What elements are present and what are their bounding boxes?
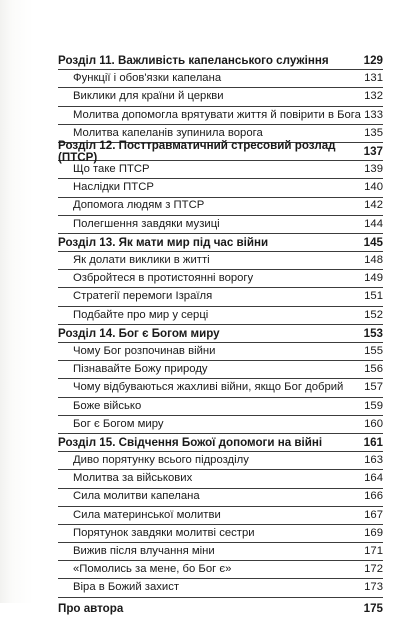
toc-entry[interactable] <box>58 269 383 287</box>
entry-title: Пізнавайте Божу природу <box>73 363 208 376</box>
entry-page: 169 <box>364 526 383 539</box>
toc-entry[interactable] <box>58 542 383 560</box>
entry-page: 135 <box>364 126 383 139</box>
toc-entry[interactable] <box>58 306 383 324</box>
toc-entry[interactable] <box>58 488 383 506</box>
toc-entry[interactable] <box>58 197 383 215</box>
entry-title: Полегшення завдяки музиці <box>73 217 220 230</box>
chapter-11 <box>58 52 383 143</box>
entry-title: Озбройтеся в протистоянні ворогу <box>73 272 254 285</box>
toc-entry[interactable] <box>58 524 383 542</box>
chapter-heading[interactable] <box>58 434 383 451</box>
entry-page: 164 <box>364 472 383 485</box>
entry-page: 132 <box>364 90 383 103</box>
entry-page: 167 <box>364 508 383 521</box>
entry-page: 151 <box>364 290 383 303</box>
entry-title: Вижив після влучання міни <box>73 545 215 557</box>
entry-title: Сила молитви капелана <box>73 490 200 503</box>
entry-page: 142 <box>364 199 383 212</box>
toc-entry[interactable] <box>58 342 383 360</box>
entry-page: 155 <box>364 344 383 357</box>
entry-page: 140 <box>364 181 383 194</box>
entry-title: Чому відбуваються жахливі війни, якщо Бог добрий <box>73 381 344 394</box>
toc-entry[interactable] <box>58 178 383 196</box>
entry-title: Виклики для країни й церкви <box>73 90 224 103</box>
entry-page: 152 <box>364 308 383 321</box>
entry-page: 166 <box>364 490 383 503</box>
entry-title: Чому Бог розпочинав війни <box>73 344 216 357</box>
toc-entry[interactable] <box>58 251 383 269</box>
toc-entry[interactable] <box>58 87 383 105</box>
entry-page: 157 <box>364 381 383 394</box>
entry-page: 163 <box>364 454 383 467</box>
chapter-title: Розділ 14. Бог є Богом миру <box>58 326 220 340</box>
toc-entry[interactable] <box>58 397 383 415</box>
chapter-heading[interactable] <box>58 138 383 164</box>
entry-page: 139 <box>364 163 383 176</box>
entry-page: 133 <box>364 108 383 121</box>
toc-entry[interactable] <box>58 106 383 124</box>
entry-title: Сила материнської молитви <box>73 508 221 521</box>
toc-entry[interactable] <box>58 469 383 487</box>
entry-title: Функції і обов'язки капелана <box>73 72 222 85</box>
entry-title: Бог є Богом миру <box>73 417 164 430</box>
chapter-page: 161 <box>363 435 383 449</box>
entry-page: 173 <box>364 581 383 594</box>
entry-title: «Помолись за мене, бо Бог є» <box>73 563 232 576</box>
chapter-14 <box>58 325 383 434</box>
chapter-13 <box>58 234 383 325</box>
toc-entry[interactable] <box>58 378 383 396</box>
entry-title: Віра в Божий захист <box>73 581 180 594</box>
entry-page: 171 <box>364 545 383 557</box>
chapter-title: Розділ 15. Свідчення Божої допомоги на війні <box>58 435 323 449</box>
entry-page: 148 <box>364 254 383 266</box>
entry-title: Порятунок завдяки молитві сестри <box>73 526 255 539</box>
table-of-contents <box>58 52 383 618</box>
about-author-page: 175 <box>363 602 383 616</box>
entry-title: Диво порятунку всього підрозділу <box>73 454 249 467</box>
entry-title: Наслідки ПТСР <box>73 181 154 194</box>
toc-entry[interactable] <box>58 506 383 524</box>
toc-entry[interactable] <box>58 415 383 433</box>
toc-entry[interactable] <box>58 69 383 87</box>
chapter-heading[interactable] <box>58 234 383 251</box>
toc-entry[interactable] <box>58 578 383 596</box>
entry-page: 160 <box>364 417 383 430</box>
toc-entry[interactable] <box>58 360 383 378</box>
entry-page: 144 <box>364 217 383 230</box>
toc-entry[interactable] <box>58 215 383 233</box>
chapter-page: 137 <box>363 144 383 158</box>
chapter-page: 153 <box>363 326 383 340</box>
entry-title: Що таке ПТСР <box>73 163 150 176</box>
entry-page: 131 <box>364 72 383 85</box>
toc-entry[interactable] <box>58 560 383 578</box>
chapter-title: Розділ 11. Важливість капеланського служіння <box>58 53 329 67</box>
about-author-entry[interactable] <box>58 601 383 618</box>
chapter-title: Розділ 12. Посттравматичний стресовий розлад (ПТСР) <box>58 138 336 164</box>
entry-title: Молитва допомогла врятувати життя й повірити в Бога <box>73 108 361 121</box>
chapter-heading[interactable] <box>58 52 383 69</box>
entry-page: 149 <box>364 272 383 285</box>
entry-title: Молитва капеланів зупинила ворога <box>73 126 263 139</box>
entry-title: Боже військо <box>73 399 142 412</box>
chapter-15 <box>58 434 383 598</box>
chapter-title: Розділ 13. Як мати мир під час війни <box>58 235 269 249</box>
toc-entry[interactable] <box>58 451 383 469</box>
chapter-12 <box>58 138 383 234</box>
entry-page: 159 <box>364 399 383 412</box>
about-author-title: Про автора <box>58 602 124 616</box>
chapter-heading[interactable] <box>58 325 383 342</box>
chapter-page: 145 <box>363 235 383 249</box>
entry-title: Молитва за військових <box>73 472 193 485</box>
entry-page: 172 <box>364 563 383 576</box>
entry-page: 156 <box>364 363 383 376</box>
entry-title: Допомога людям з ПТСР <box>73 199 205 212</box>
chapter-page: 129 <box>363 53 383 67</box>
entry-title: Подбайте про мир у серці <box>73 308 209 321</box>
entry-title: Стратегії перемоги Ізраїля <box>73 290 213 303</box>
toc-entry[interactable] <box>58 287 383 305</box>
entry-title: Як долати виклики в житті <box>73 254 210 266</box>
